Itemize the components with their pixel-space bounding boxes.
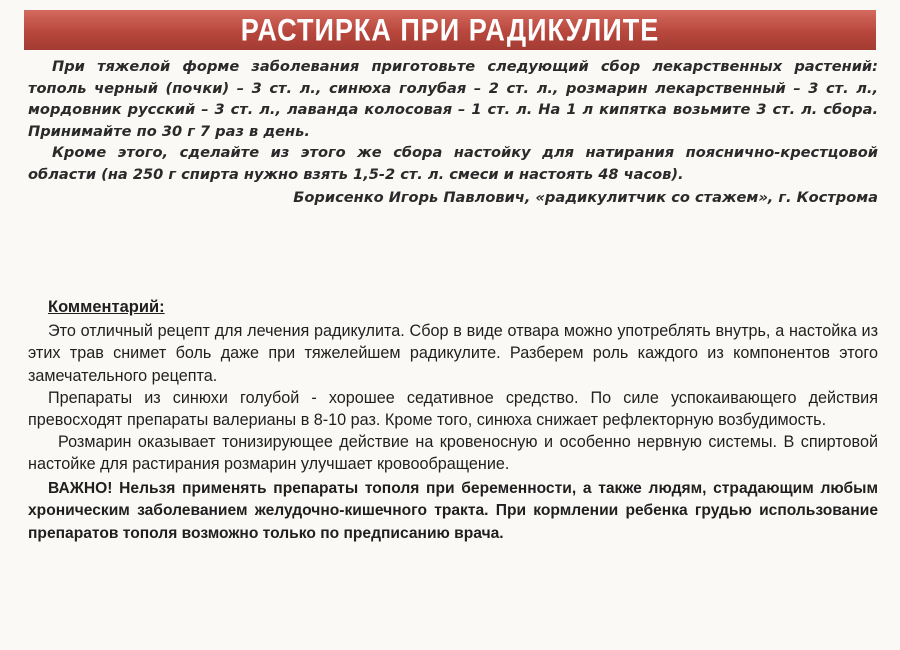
important-text: Нельзя применять препараты тополя при беременности, а также людям, страдающим любым хроническим заболеванием желудочно-кишечного тракта. При кормлении ребенка грудью использование препаратов тополя возможно только по предписанию врача. [28, 479, 878, 543]
comment-heading: Комментарий: [48, 298, 165, 316]
recipe-paragraph: При тяжелой форме заболевания приготовьте следующий сбор лекарственных растений: тополь черный (почки) – 3 ст. л., синюха голубая – 2 ст. л., розмарин лекарственный – 3 ст. л., мордовник русский – 3 ст. л., лаванда колосовая – 1 ст. л. На 1 л кипятка возьмите 3 ст. л. сбора. Принимайте по 30 г 7 раз в день. [28, 58, 878, 140]
important-warning [28, 478, 878, 546]
important-label: ВАЖНО! [48, 479, 113, 497]
comment-section [28, 296, 878, 546]
title-banner [24, 10, 876, 50]
page-title: РАСТИРКА ПРИ РАДИКУЛИТЕ [240, 12, 660, 47]
comment-paragraph: Препараты из синюхи голубой - хорошее седативное средство. По силе успокаивающего действия превосходят препараты валерианы в 8-10 раз. Кроме того, синюха снижает рефлекторную возбудимость. [28, 388, 878, 430]
recipe-paragraph: Кроме этого, сделайте из этого же сбора настойку для натирания пояснично-крестцовой области (на 250 г спирта нужно взять 1,5-2 ст. л. смеси и настоять 48 часов). [28, 144, 878, 183]
author-signature: Борисенко Игорь Павлович, «радикулитчик со стажем», г. Кострома [293, 188, 878, 206]
comment-paragraph: Розмарин оказывает тонизирующее действие на кровеносную и особенно нервную системы. В спиртовой настойке для растирания розмарин улучшает кровообращение. [28, 433, 878, 474]
recipe-section [28, 56, 878, 208]
comment-paragraph: Это отличный рецепт для лечения радикулита. Сбор в виде отвара можно употреблять внутрь, а настойка из этих трав снимет боль даже при тяжелейшем радикулите. Разберем роль каждого из компонентов этого замечательного рецепта. [28, 322, 878, 385]
